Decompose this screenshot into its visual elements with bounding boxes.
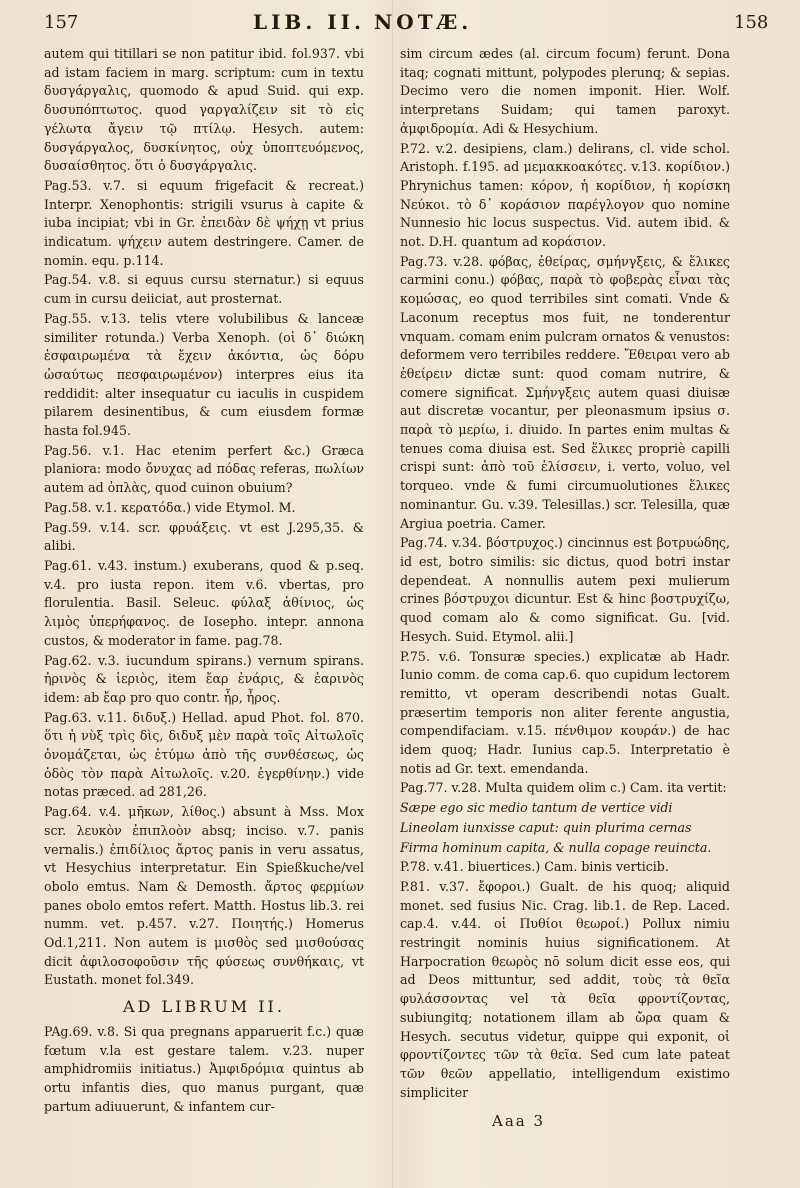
annotation-paragraph: Pag.64. v.4. μῆκων, λίθος.) absunt à Mss. Mox scr. λευκὸν ἐπιπλοὸν absq; inciso. v.7. panis vernalis.) ἐπιδίλιος ἄρτος panis in veru assatus, vt Hesychius interpretatur. Ein Spießkuche/vel obolo emtus. Nam & Demosth. ἄρτος φερμίων panes obolo emtos refert. Matth. Hostus lib.3. rei numm. vet. p.457. v.27. Ποιητής.) Homerus Od.1,211. Non autem is μισθὸς sed μισθούσας dicit ἀφιλοσοφοῦσιν τῆς φύσεως συνθήκαις, vt Eustath. monet fol.349. (44, 804, 364, 988)
annotation-paragraph: Pag.59. v.14. scr. φρυάξεις. vt est J.295,35. & alibi. (44, 519, 364, 554)
annotation-paragraph: Pag.74. v.34. βόστρυχος.) cincinnus est βοτρυώδης, id est, botro similis: sic dictus, quod botri instar dependeat. A nonnullis autem pexi mulierum crines βόστρυχοι dicuntur. Est & hinc βοστρυχίζω, quod comam alo & como significat. Gu. [vid. Hesych. Suid. Etymol. alii.] (400, 535, 730, 644)
verse-line: Sæpe ego sic medio tantum de vertice vidi (400, 800, 673, 816)
verse-line: Firma hominum capita, & nulla copage reuincta. (400, 839, 712, 855)
annotation-paragraph: Pag.62. v.3. iucundum spirans.) vernum spirans. ἠρινὸς & ἱεριὸς, item ἔαρ ἐνάρις, & ἐαρινὸς idem: ab ἔαρ pro quo contr. ἦρ, ἦρος. (44, 652, 364, 705)
right-page-number: 158 (734, 12, 769, 33)
right-text-column (400, 45, 730, 1125)
verse-line: Lineolam iunxisse caput: quin plurima cernas (400, 819, 692, 835)
left-page-number: 157 (44, 12, 79, 33)
annotation-paragraph: sim circum ædes (al. circum focum) ferunt. Dona itaq; cognati mittunt, polypodes plerunq; & sepias. Decimo vero die nomen imponit. Hier. Wolf. interpretans Suidam; qui tamen paroxyt. ἀμφιδρομία. Adi & Hesychium. (400, 46, 730, 136)
annotation-paragraph: Pag.63. v.11. διδυξ.) Hellad. apud Phot. fol. 870. ὅτι ἡ νὺξ τρὶς δὶς, διδυξ μὲν παρὰ τοῖς Αἰτωλοῖς ὀνομάζεται, ὡς ἐτύμω ἀπὸ τῆς συνθέσεως, ὡς ὁδὸς τὸν παρὰ Αἰτωλοῖς. v.20. ἐγερθίνην.) vide notas præced. ad 281,26. (44, 709, 364, 800)
annotation-paragraph: Pag.73. v.28. φόβας, ἐθείρας, σμήνγξεις, & ἕλικες carmini conu.) φόβας, παρὰ τὸ φοβερὰς εἶναι τὰς κομώσας, eo quod terribiles sint comati. Vnde & Laconum receptus mos fuit, ne tonderentur vnquam. comam enim pulcram ornatos & venustos: deformem vero terribiles reddere. Ἔθειραι vero ab ἐθείρειν dictæ sunt: quod comam nutrire, & comere significat. Σμήνγξεις autem quasi diuisæ aut discretæ vocantur, per pleonasmum ipsius σ. παρὰ τὸ μερίω, i. diuido. In partes enim multas & tenues coma diuisa est. Sed ἕλικες propriè capilli crispi sunt: ἀπὸ τοῦ ἑλίσσειν, i. verto, voluo, vel torqueo. vnde & fumi circumuolutiones ἕλικες nominantur. Gu. v.39. Telesillas.) scr. Telesilla, quæ Argiua poetria. Camer. (400, 253, 730, 531)
closing-paragraph: PAg.69. v.8. Si qua pregnans apparuerit f.c.) quæ fœtum v.la est gestare talem. v.23. nuper amphidromiis initiatus.) Ἀμφιδρόμια quintus ab ortu infantis dies, quo manus purgant, quæ partum adiuuerunt, & infantem cur- (44, 1023, 364, 1114)
annotation-paragraph: P.75. v.6. Tonsuræ species.) explicatæ ab Hadr. Iunio comm. de coma cap.6. quo cupidum lectorem remitto, vt operam describendi notas Gualt. præsertim temporis non aliter ferente angustia, compendifaciam. v.15. πένθιμον κουράν.) de hac idem quoq; Hadr. Iunius cap.5. Interpretatio è notis ad Gr. text. emendanda. (400, 648, 730, 776)
annotation-paragraph: Pag.58. v.1. κερατόδα.) vide Etymol. M. (44, 499, 296, 515)
annotation-paragraph: P.72. v.2. desipiens, clam.) delirans, cl. vide schol. Aristoph. f.195. ad μεμακκοακότες. v.13. κορίδιον.) Phrynichus tamen: κόρον, ἡ κορίδιον, ἡ κορίσκη Νεύκοι. τὸ δ᾽ κοράσιον παρέγλογον quo nomine Nunnesio hic locus suspectus. Vid. autem ibid. & not. D.H. quantum ad κοράσιον. (400, 140, 730, 250)
annotation-paragraph: Pag.77. v.28. Multa quidem olim c.) Cam. ita vertit: (400, 780, 727, 796)
annotation-paragraph: autem qui titillari se non patitur ibid. fol.937. vbi ad istam faciem in marg. scriptum: cum in textu δυσγάργαλις, quomodo & apud Suid. qui exp. δυσυπόπτωτος. quod γαργαλίζειν sit τὸ εἰς γέλωτα ἄγειν τῷ πτίλῳ. Hesych. autem: δυσγάργαλος, δυσκίνητος, οὐχ ὑποπτευόμενος, δυσαίσθητος. ὅτι ὁ δυσγάργαλις. (44, 46, 364, 174)
left-text-column (44, 45, 364, 1125)
annotation-paragraph: P.78. v.41. biuertices.) Cam. binis verticib. (400, 859, 669, 875)
signature-mark: Aaa 3 (492, 1112, 546, 1130)
verse-block (400, 799, 730, 857)
after-verse-paragraphs (400, 858, 730, 1102)
right-paragraphs (400, 45, 730, 798)
right-running-head: NOTÆ. (374, 10, 473, 34)
annotation-paragraph: Pag.56. v.1. Hac etenim perfert &c.) Græca planiora: modo ὄνυχας ad πόδας referas, πωλίων autem ad ὁπλὰς, quod cuinon obuium? (44, 442, 364, 496)
annotation-paragraph: Pag.54. v.8. si equus cursu sternatur.) si equus cum in cursu deiiciat, aut prosternat. (44, 272, 364, 307)
page-gutter (392, 0, 393, 1188)
left-paragraphs (44, 45, 364, 990)
annotation-paragraph: Pag.53. v.7. si equum frigefacit & recreat.) Interpr. Xenophontis: strigili vsurus à capite & iuba incipiat; vbi in Gr. ἐπειδὰν δὲ ψήχῃ vt prius indicatum. ψήχειν autem destringere. Camer. de nomin. equ. p.114. (44, 177, 364, 268)
annotation-paragraph: Pag.61. v.43. instum.) exuberans, quod & p.seq. v.4. pro iusta repon. item v.6. vbertas, pro florulentia. Basil. Seleuc. φύλαξ ἀθίνιος, ὡς λιμὸς ὑπερήφανος. de Iosepho. intepr. annona custos, & moderator in fame. pag.78. (44, 557, 364, 648)
section-title: AD LIBRUM II. (123, 997, 285, 1017)
annotation-paragraph: Pag.55. v.13. telis vtere volubilibus & lanceæ similiter rotunda.) Verba Xenoph. (οἱ δ᾽ διώκη ἐσφαιρωμένα τὰ ἔχειν ἀκόντια, ὡς δόρυ ὡσαύτως πεσφαιρωμένον) interpres eius ita reddidit: alter insequatur cu iaculis in cuspidem pilarem desinentibus, & cum eiusdem formæ hasta fol.945. (44, 310, 364, 439)
annotation-paragraph: P.81. v.37. ἔφοροι.) Gualt. de his quoq; aliquid monet. sed fusius Nic. Crag. lib.1. de Rep. Laced. cap.4. v.44. οἱ Πυθίοι θεωροί.) Pollux nimiu restringit nominis huius significationem. At Harpocration θεωρὸς nō solum dicit esse eos, qui ad Deos mittuntur, sed addit, τοὺς τὰ θεῖα φυλάσσοντας vel τὰ θεῖα φροντίζοντας, subiungitq; notationem illam ab ὤρα quam & Hesych. secutus videtur, quippe qui exponit, οἱ φροντίζοντες τῶν τὰ θεῖα. Sed cum late pateat τῶν θεῶν appellatio, intelligendum existimo simpliciter (400, 878, 730, 1100)
left-running-head: LIB. II. (253, 10, 365, 34)
